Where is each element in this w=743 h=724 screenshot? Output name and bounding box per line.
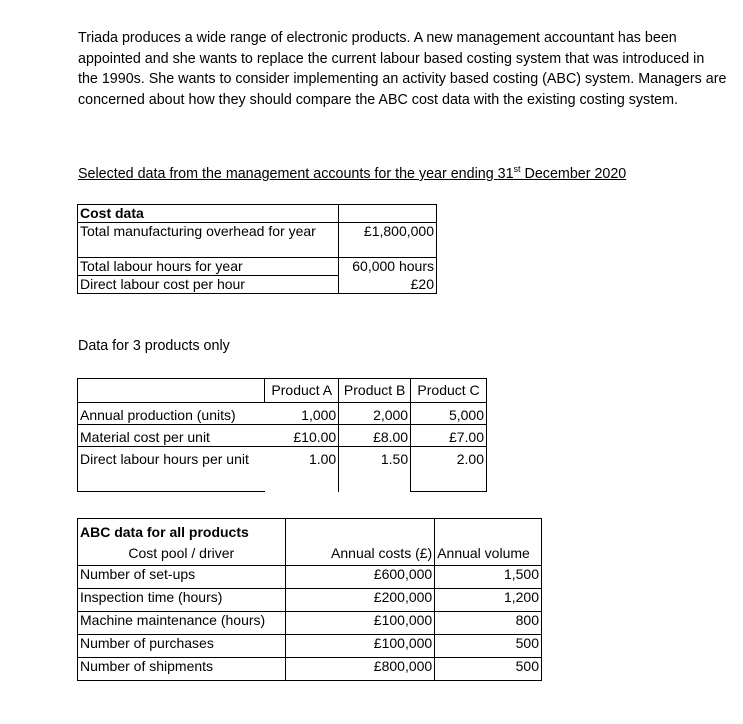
abc-cost: £200,000 — [285, 589, 435, 612]
product-value: £7.00 — [411, 425, 487, 447]
cost-data-table — [77, 204, 437, 294]
product-value: 1,000 — [265, 403, 339, 425]
table-row — [78, 258, 437, 276]
products-table — [77, 378, 487, 492]
product-header: Product B — [339, 379, 411, 403]
section-heading-text: Selected data from the management accounts for the year ending 31 — [78, 166, 514, 182]
product-header: Product C — [411, 379, 487, 403]
abc-cost: £100,000 — [285, 612, 435, 635]
table-row — [78, 635, 542, 658]
abc-cost: £600,000 — [285, 566, 435, 589]
abc-volume: 500 — [435, 658, 542, 681]
abc-volume: 1,200 — [435, 589, 542, 612]
table-cell — [78, 379, 265, 403]
product-value: 5,000 — [411, 403, 487, 425]
table-row — [78, 447, 487, 492]
abc-pool: Inspection time (hours) — [78, 589, 286, 612]
abc-header-pool: Cost pool / driver — [78, 541, 286, 566]
product-value: 2.00 — [411, 447, 487, 492]
cost-row-label: Direct labour cost per hour — [78, 276, 339, 294]
section-heading — [78, 166, 626, 182]
abc-cost: £800,000 — [285, 658, 435, 681]
cost-table-title: Cost data — [78, 205, 339, 223]
table-row — [78, 589, 542, 612]
product-value: £10.00 — [265, 425, 339, 447]
product-value: 2,000 — [339, 403, 411, 425]
cost-row-value: 60,000 hours — [339, 258, 437, 276]
abc-header-volume: Annual volume — [435, 541, 542, 566]
product-value: 1.50 — [339, 447, 411, 492]
table-row — [78, 379, 487, 403]
product-row-label: Direct labour hours per unit — [78, 447, 265, 492]
table-cell — [339, 205, 437, 223]
abc-data-table — [77, 518, 542, 681]
abc-volume: 1,500 — [435, 566, 542, 589]
table-row — [78, 425, 487, 447]
table-cell — [435, 519, 542, 542]
table-row — [78, 276, 437, 294]
table-row — [78, 519, 542, 542]
products-heading: Data for 3 products only — [78, 338, 230, 354]
table-row — [78, 541, 542, 566]
cost-row-value: £1,800,000 — [339, 223, 437, 258]
intro-paragraph: Triada produces a wide range of electronic products. A new management accountant has been appointed and she wants to replace the current labour based costing system that was introduced in the 1990s. She wants to consider implementing an activity based costing (ABC) system. Managers are concerned about how they should compare the ABC cost data with the existing costing system. — [78, 30, 727, 108]
product-value: 1.00 — [265, 447, 339, 492]
table-row — [78, 205, 437, 223]
cost-row-label: Total manufacturing overhead for year — [78, 223, 339, 258]
product-header: Product A — [265, 379, 339, 403]
abc-header-costs: Annual costs (£) — [285, 541, 435, 566]
abc-volume: 500 — [435, 635, 542, 658]
abc-volume: 800 — [435, 612, 542, 635]
section-heading-superscript: st — [513, 164, 521, 175]
table-cell — [285, 519, 435, 542]
abc-pool: Number of shipments — [78, 658, 286, 681]
product-row-label: Material cost per unit — [78, 425, 265, 447]
table-row — [78, 403, 487, 425]
abc-table-title: ABC data for all products — [78, 519, 286, 542]
cost-row-label: Total labour hours for year — [78, 258, 339, 276]
section-heading-text-end: December 2020 — [520, 166, 627, 182]
cost-row-value: £20 — [339, 276, 437, 294]
table-row — [78, 658, 542, 681]
product-row-label: Annual production (units) — [78, 403, 265, 425]
abc-cost: £100,000 — [285, 635, 435, 658]
table-row — [78, 566, 542, 589]
table-row — [78, 223, 437, 258]
abc-pool: Machine maintenance (hours) — [78, 612, 286, 635]
abc-pool: Number of set-ups — [78, 566, 286, 589]
abc-pool: Number of purchases — [78, 635, 286, 658]
product-value: £8.00 — [339, 425, 411, 447]
table-row — [78, 612, 542, 635]
